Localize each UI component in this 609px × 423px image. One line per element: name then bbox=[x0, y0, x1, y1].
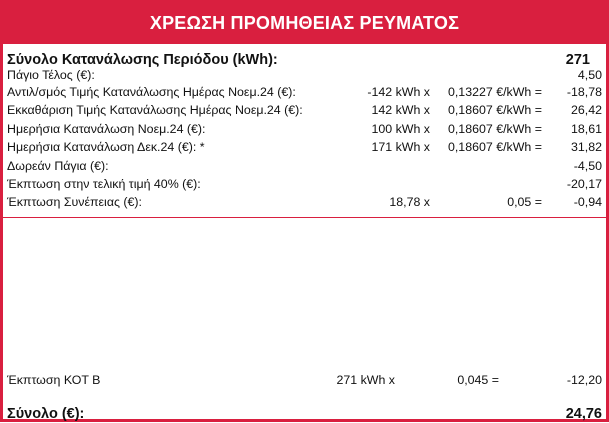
kot-row bbox=[7, 372, 602, 388]
total-row bbox=[7, 405, 602, 423]
line-amount: 18,61 bbox=[570, 122, 602, 136]
kot-rate: 0,045 = bbox=[457, 373, 499, 387]
line-qty: 100 kWh x bbox=[371, 122, 430, 136]
line-label: Πάγιο Τέλος (€): bbox=[7, 68, 95, 82]
summary-value: 271 bbox=[565, 52, 590, 68]
kot-amount: -12,20 bbox=[566, 373, 602, 387]
line-row bbox=[7, 121, 602, 137]
line-row bbox=[7, 67, 602, 83]
line-rate: 0,18607 €/kWh = bbox=[447, 103, 542, 117]
line-qty: 171 kWh x bbox=[371, 140, 430, 154]
total-amount: 24,76 bbox=[565, 406, 602, 422]
section-divider bbox=[3, 217, 606, 218]
section-title: ΧΡΕΩΣΗ ΠΡΟΜΗΘΕΙΑΣ ΡΕΥΜΑΤΟΣ bbox=[149, 13, 460, 33]
total-label: Σύνολο (€): bbox=[7, 406, 85, 422]
line-amount: -0,94 bbox=[573, 195, 602, 209]
line-row bbox=[7, 176, 602, 192]
line-label: Ημερήσια Κατανάλωση Νοεμ.24 (€): bbox=[7, 122, 206, 136]
line-rate: 0,18607 €/kWh = bbox=[447, 140, 542, 154]
line-label: Δωρεάν Πάγια (€): bbox=[7, 159, 109, 173]
section-header bbox=[3, 3, 606, 44]
line-label: Αντιλ/σμός Τιμής Κατανάλωσης Ημέρας Νοεμ.24 (€): bbox=[7, 85, 296, 99]
line-rate: 0,18607 €/kWh = bbox=[447, 122, 542, 136]
line-amount: 31,82 bbox=[570, 140, 602, 154]
line-row bbox=[7, 84, 602, 100]
line-amount: -18,78 bbox=[566, 85, 602, 99]
line-label: Ημερήσια Κατανάλωση Δεκ.24 (€): * bbox=[7, 140, 205, 154]
line-row bbox=[7, 158, 602, 174]
line-rate: 0,05 = bbox=[507, 195, 542, 209]
line-label: Έκπτωση Συνέπειας (€): bbox=[7, 195, 142, 209]
line-qty: 142 kWh x bbox=[371, 103, 430, 117]
line-label: Εκκαθάριση Τιμής Κατανάλωσης Ημέρας Νοεμ.24 (€): bbox=[7, 103, 303, 117]
summary-label: Σύνολο Κατανάλωσης Περιόδου (kWh): bbox=[7, 52, 278, 68]
line-amount: -20,17 bbox=[566, 177, 602, 191]
line-amount: 26,42 bbox=[570, 103, 602, 117]
line-qty: 18,78 x bbox=[389, 195, 430, 209]
line-amount: -4,50 bbox=[573, 159, 602, 173]
kot-label: Έκπτωση ΚΟΤ Β bbox=[7, 373, 101, 387]
line-label: Έκπτωση στην τελική τιμή 40% (€): bbox=[7, 177, 201, 191]
line-qty: -142 kWh x bbox=[367, 85, 430, 99]
kot-qty: 271 kWh x bbox=[336, 373, 395, 387]
line-amount: 4,50 bbox=[577, 68, 602, 82]
line-row bbox=[7, 139, 602, 155]
line-row bbox=[7, 194, 602, 210]
line-rate: 0,13227 €/kWh = bbox=[447, 85, 542, 99]
line-row bbox=[7, 102, 602, 118]
